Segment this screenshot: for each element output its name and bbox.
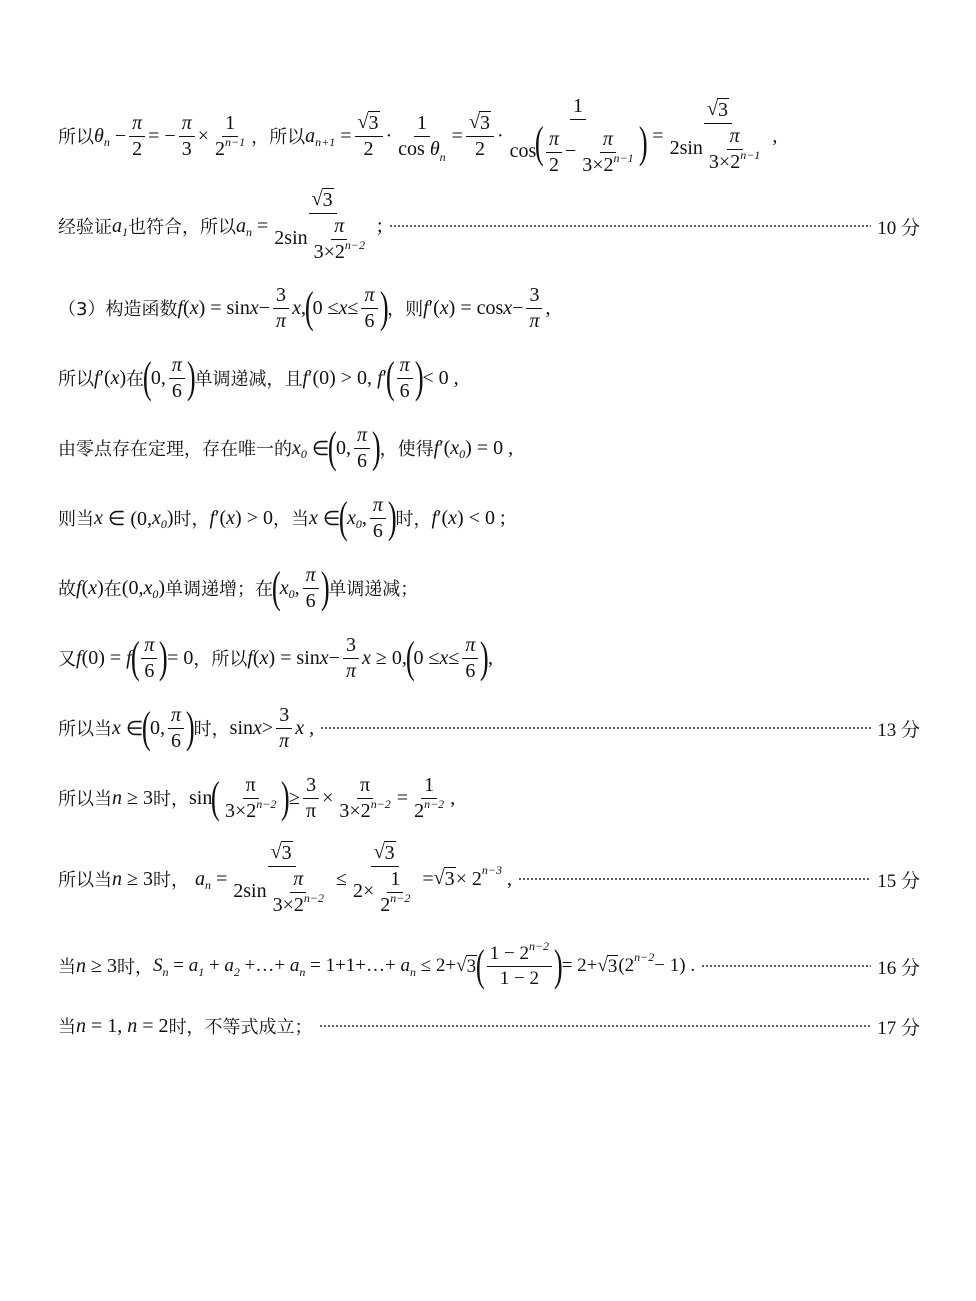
line-text: 时， [173, 509, 210, 530]
line-text: 所以当 [58, 789, 112, 810]
formula-f0-eq: f (0) = f ( $\frac{\pi}{6}$ ) = 0 [76, 633, 194, 682]
line-text: 时， [193, 719, 230, 740]
line-text: 单调递减； [328, 579, 419, 600]
formula-n-values: n = 1, n = 2 [76, 1014, 169, 1037]
line-text: ，所以 [251, 127, 306, 148]
solution-line-12 [58, 935, 920, 997]
line-text: ，使得 [379, 439, 434, 460]
solution-line-9 [58, 700, 920, 756]
line-text: 则当 [58, 509, 94, 530]
formula-f-x: f ( x ) [76, 576, 104, 599]
formula-theta-n: θ n − $\frac{\pi}{2}$ = − $\frac{\pi}{3}$ × $\frac{1}{2^{n-1}}$ [94, 111, 246, 160]
formula-n-ge-3: n ≥ 3 [112, 786, 153, 809]
score-label: 16 分 [877, 957, 920, 979]
line-text: 在 [126, 369, 145, 390]
score-label: 17 分 [877, 1017, 920, 1039]
solution-line-6 [58, 490, 920, 546]
formula-0-x0: (0, x 0 ) [121, 576, 166, 601]
solution-line-5 [58, 420, 920, 476]
formula-x-in-x0-pi6: x ∈ ( x 0 , $\frac{\pi}{6}$ ) [309, 493, 397, 542]
line-text: ，则 [387, 299, 424, 320]
solution-line-2 [58, 186, 920, 266]
line-text: ，所以 [193, 649, 248, 670]
formula-a-n: a n = √ 3 2sin $\frac{\pi}{3\times 2^{n-2}}$ ; [236, 188, 383, 263]
line-text: 时， [152, 870, 189, 891]
formula-f-nonneg: f ( x ) = sin x − $\frac{3}{\pi}$ x ≥ 0, ( 0 ≤ x ≤ $\frac{\pi}{6}$ ) , [247, 633, 494, 682]
line-text: 由零点存在定理，存在唯一的 [58, 439, 292, 460]
solution-line-13 [58, 1008, 920, 1044]
formula-x0-in: x 0 ∈ ( 0, $\frac{\pi}{6}$ ) [292, 423, 381, 472]
line-text: 所以 [58, 369, 94, 390]
line-text: 在 [103, 579, 122, 600]
line-text: 时，不等式成立； [168, 1017, 313, 1038]
formula-x-in-interval: x ∈ ( 0, $\frac{\pi}{6}$ ) [112, 703, 195, 752]
formula-sin-gt: sin x > $\frac{3}{\pi}$ x , [229, 703, 315, 752]
solution-line-1 [58, 96, 920, 176]
solution-line-7 [58, 560, 920, 616]
line-text: 单调递减，且 [194, 369, 303, 390]
formula-a-n-bound: a n = √ 3 2sin $\frac{\pi}{3\times 2^{n-2}}$ ≤ √ 3 2× $\frac{1}{2^{n-2}}$ = √ 3 × 2 n−3 , [194, 841, 513, 916]
formula-f-prime-pos: f ′( x ) > 0 [209, 506, 273, 529]
line-text: 当 [58, 1017, 76, 1038]
solution-line-4 [58, 350, 920, 406]
formula-f-prime-x: f ′( x ) [94, 366, 127, 389]
solution-line-10 [58, 768, 920, 828]
formula-n-ge-3: n ≥ 3 [76, 954, 117, 977]
leader-dots [389, 225, 872, 227]
leader-dots [320, 727, 871, 729]
formula-f-prime-x0: f ′( x 0 ) = 0 , [433, 436, 514, 461]
solution-line-3 [58, 280, 920, 336]
line-text: 单调递增；在 [165, 579, 274, 600]
line-text: 时， [152, 789, 189, 810]
formula-sin-bound: sin ( $\frac{\pi}{3\times 2^{n-2}}$ ) ≥ $\frac{3}{\pi}$ × $\frac{\pi}{3\times 2^{n-2}}$ = $\frac{1}{2^{n-2}}$ , [188, 773, 456, 822]
line-text: 所以 [58, 127, 94, 148]
formula-f-def: f ( x ) = sin x − $\frac{3}{\pi}$ x , ( 0 ≤ x ≤ $\frac{\pi}{6}$ ) [177, 283, 389, 332]
score-label: 15 分 [877, 870, 920, 892]
leader-dots [518, 878, 871, 880]
formula-a-n-plus-1: a n+1 = √ 3 2 · $\frac{1}{\cos \theta_n}$ = √ 3 2 · 1 cos( $\frac{\pi}{2}$ − $\frac{\pi}{3\times 2^{n-1}}$ ) = √ 3 2sin $\frac{\pi}{3\times 2^{n-1}}$ , [305, 95, 778, 176]
formula-f-prime: f ′( x ) = cos x − $\frac{3}{\pi}$ , [423, 283, 551, 332]
line-text: 经验证 [58, 217, 112, 238]
score-label: 13 分 [877, 719, 920, 741]
line-text: 故 [58, 579, 76, 600]
score-label: 10 分 [877, 217, 920, 239]
line-text: 又 [58, 649, 76, 670]
line-text: 时， [395, 509, 432, 530]
line-text: 也符合，所以 [128, 217, 236, 238]
line-text: 当 [58, 957, 76, 978]
leader-dots [319, 1025, 872, 1027]
solution-line-8 [58, 630, 920, 686]
formula-s-n: S n = a 1 + a 2 +…+ a n = 1+1+…+ a n ≤ 2+ √ 3 ( $\frac{1 - 2^{n-2}}{1 - 2}$ ) = 2+ √ 3 (2 n−2 − 1) . [152, 938, 696, 990]
line-text: 所以当 [58, 870, 112, 891]
formula-a1: a 1 [112, 214, 128, 239]
line-text: ，当 [273, 509, 309, 530]
line-text: 所以当 [58, 719, 112, 740]
leader-dots [701, 965, 871, 967]
formula-n-ge-3: n ≥ 3 [112, 867, 153, 890]
formula-x0-pi6: ( x 0 , $\frac{\pi}{6}$ ) [271, 563, 330, 612]
line-text: （3）构造函数 [58, 299, 178, 320]
formula-signs: f ′(0) > 0, f ′ ( $\frac{\pi}{6}$ ) < 0 , [302, 353, 459, 402]
solution-line-11 [58, 838, 920, 920]
line-text: 时， [116, 957, 153, 978]
formula-x-in-0-x0: x ∈ (0, x 0 ) [94, 506, 174, 531]
formula-f-prime-neg: f ′( x ) < 0 ; [431, 506, 506, 529]
formula-interval: ( 0, $\frac{\pi}{6}$ ) [143, 353, 196, 402]
